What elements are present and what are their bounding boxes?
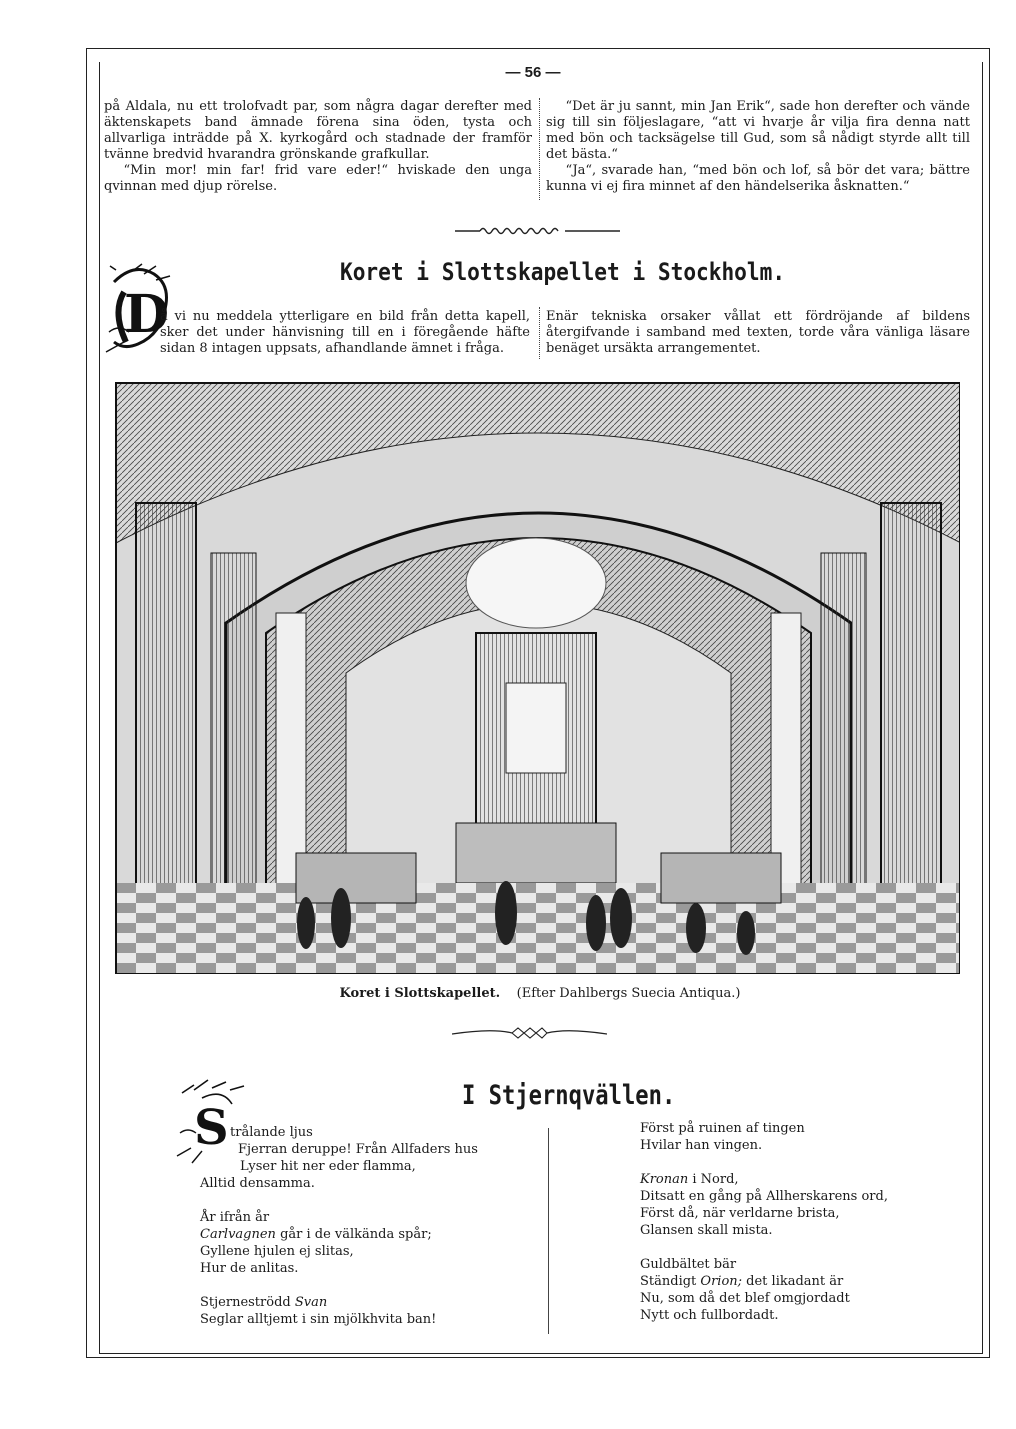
poem-line: Först på ruinen af tingen: [640, 1121, 805, 1136]
wavy-divider-ornament: [455, 222, 620, 238]
engraving-caption: [300, 986, 780, 1001]
top-right-paragraph-1: “Det är ju sannt, min Jan Erik“, sade hon derefter och vände sig till sin följeslagare, “att vi hvarje år vilja fira denna natt med bön och tacksägelse till Gud, som så nådigt styrde allt till det bästa.“: [546, 99, 970, 162]
page-number: — 56 —: [505, 64, 561, 81]
article-left-paragraph: å vi nu meddela ytterligare en bild från detta kapell, sker det under hänvisning till en i föregående häfte sidan 8 intagen uppsats, afhandlande ämnet i fråga.: [160, 309, 530, 356]
dropcap-d-letter: D: [124, 284, 170, 345]
ornamental-divider: [452, 1024, 607, 1042]
poem-right-column: [640, 1120, 888, 1341]
top-left-paragraph-1: på Aldala, nu ett trolofvadt par, som några dagar derefter med äktenskapets band ämnade förena sina öden, tysta och allvarliga inträdde på X. kyrkogård och stadnade der framför tvänne bredvid hvarandra grönskande grafkullar.: [104, 99, 532, 162]
top-right-column: [546, 99, 970, 195]
article-right-column: [546, 309, 970, 357]
poem-left-stanza-1: [200, 1124, 478, 1192]
top-left-column: [104, 99, 532, 195]
italic-word: Orion;: [700, 1274, 743, 1289]
poem-left-stanza-2: [200, 1209, 478, 1277]
column-divider-top: [539, 98, 540, 200]
poem-right-stanza-2: [640, 1171, 888, 1239]
article-right-paragraph: Enär tekniska orsaker vållat ett fördröjande af bildens återgifvande i samband med texten, torde våra vänliga läsare benäget ursäkta arrangementet.: [546, 309, 970, 356]
poem-line: Nytt och fullbordadt.: [640, 1308, 779, 1323]
poem-line-start: Ständigt: [640, 1274, 701, 1289]
article-title: Koret i Slottskapellet i Stockholm.: [340, 258, 786, 286]
poem-line-italic-start: [200, 1226, 478, 1243]
poem-line: Gyllene hjulen ej slitas,: [200, 1244, 354, 1259]
italic-word: Svan: [294, 1295, 328, 1310]
poem-line-rest: det likadant är: [742, 1274, 844, 1289]
poem-line: Först då, när verldarne brista,: [640, 1206, 840, 1221]
chapel-engraving-drawing: [116, 383, 960, 974]
italic-word: Kronan: [640, 1172, 689, 1187]
poem-line: Glansen skall mista.: [640, 1223, 773, 1238]
poem-line-italic-end: [200, 1294, 478, 1311]
poem-line: Alltid densamma.: [200, 1176, 315, 1191]
poem-left-stanza-3: [200, 1294, 478, 1328]
poem-line: trålande ljus: [230, 1125, 313, 1140]
poem-right-stanza-1: [640, 1120, 888, 1154]
column-divider-article: [539, 307, 540, 359]
poem-line: Fjerran deruppe! Från Allfaders hus: [238, 1142, 478, 1157]
poem-line-italic-mid: [640, 1273, 888, 1290]
italic-word: Carlvagnen: [200, 1227, 276, 1242]
poem-left-column: [200, 1124, 478, 1345]
poem-line: År ifrån år: [200, 1210, 270, 1225]
caption-title: Koret i Slottskapellet.: [339, 986, 501, 1001]
poem-line-rest: i Nord,: [688, 1172, 739, 1187]
poem-line: Lyser hit ner eder flamma,: [240, 1159, 416, 1174]
poem-line: Hur de anlitas.: [200, 1261, 299, 1276]
poem-line-italic-start: [640, 1171, 888, 1188]
poem-column-divider: [548, 1128, 549, 1334]
poem-title: I Stjernqvällen.: [462, 1080, 676, 1111]
poem-line-start: Stjerneströdd: [200, 1295, 295, 1310]
top-left-paragraph-2: “Min mor! min far! frid vare eder!“ hviskade den unga qvinnan med djup rörelse.: [104, 163, 532, 194]
dropcap-s-letter: S: [194, 1100, 229, 1156]
chapel-engraving: [115, 382, 960, 974]
poem-line: Nu, som då det blef omgjordadt: [640, 1291, 850, 1306]
poem-line-rest: går i de välkända spår;: [275, 1227, 432, 1242]
poem-line: Seglar alltjemt i sin mjölkhvita ban!: [200, 1312, 437, 1327]
article-left-column: [160, 309, 530, 357]
poem-right-stanza-3: [640, 1256, 888, 1324]
poem-line: Hvilar han vingen.: [640, 1138, 763, 1153]
top-right-paragraph-2: “Ja“, svarade han, “med bön och lof, så bör det vara; bättre kunna vi ej fira minnet af den händelserika åsknatten.“: [546, 163, 970, 194]
poem-line: Ditsatt en gång på Allherskarens ord,: [640, 1189, 888, 1204]
caption-source: (Efter Dahlbergs Suecia Antiqua.): [516, 986, 741, 1001]
poem-line: Guldbältet bär: [640, 1257, 737, 1272]
